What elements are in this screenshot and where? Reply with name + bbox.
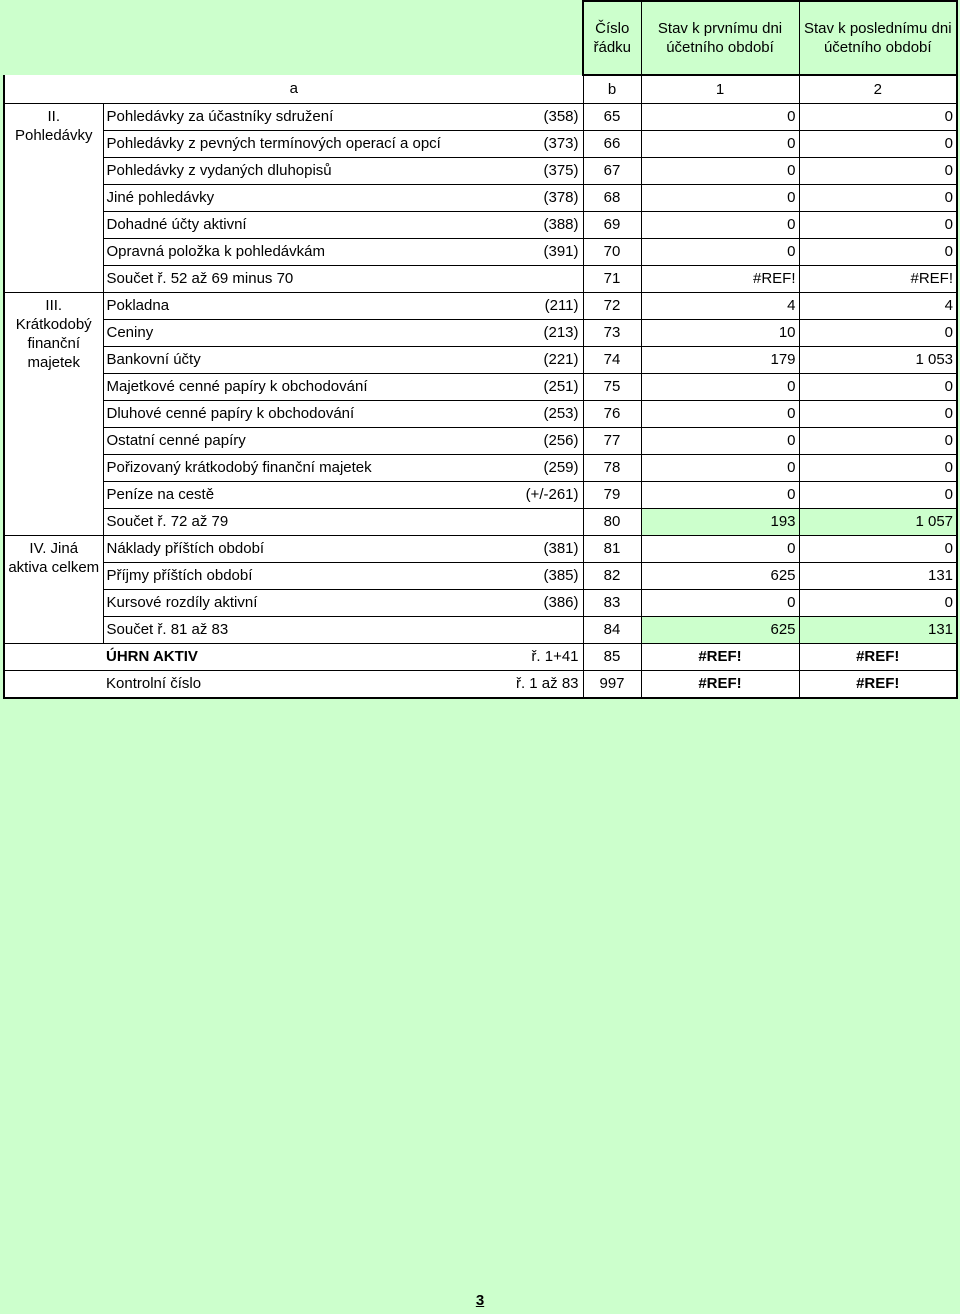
header-first-day-state: Stav k prvnímu dni účetního období: [641, 1, 799, 75]
row-label-subtotal: Součet ř. 81 až 83: [103, 616, 508, 643]
row-line-number: 75: [583, 373, 641, 400]
row-value-last: 0: [799, 238, 957, 265]
row-label: Kursové rozdíly aktivní: [103, 589, 508, 616]
row-code: (388): [508, 211, 583, 238]
row-line-number: 73: [583, 319, 641, 346]
row-value-last: 1 053: [799, 346, 957, 373]
row-label: Pohledávky z vydaných dluhopisů: [103, 157, 508, 184]
row-code: (259): [508, 454, 583, 481]
row-code: [508, 616, 583, 643]
row-value-last: 0: [799, 130, 957, 157]
row-label: Příjmy příštích období: [103, 562, 508, 589]
row-label: Ostatní cenné papíry: [103, 427, 508, 454]
row-line-number: 77: [583, 427, 641, 454]
row-line-number: 72: [583, 292, 641, 319]
row-code: (358): [508, 103, 583, 130]
header-line-number: Číslo řádku: [583, 1, 641, 75]
row-code: (386): [508, 589, 583, 616]
row-label: Majetkové cenné papíry k obchodování: [103, 373, 508, 400]
row-code: (385): [508, 562, 583, 589]
row-code: (213): [508, 319, 583, 346]
row-code: (253): [508, 400, 583, 427]
row-label: Ceniny: [103, 319, 508, 346]
header-last-day-state: Stav k poslednímu dni účetního období: [799, 1, 957, 75]
row-value-last: 0: [799, 481, 957, 508]
row-line-number: 78: [583, 454, 641, 481]
row-line-number: 997: [583, 670, 641, 698]
row-value-first: 625: [641, 616, 799, 643]
row-value-last: 4: [799, 292, 957, 319]
control-number-first: #REF!: [641, 670, 799, 698]
row-value-first: 0: [641, 400, 799, 427]
section-jina-aktiva: IV. Jiná aktiva celkem: [4, 535, 103, 643]
row-value-last: #REF!: [799, 265, 957, 292]
row-value-first: 0: [641, 130, 799, 157]
row-line-number: 70: [583, 238, 641, 265]
row-value-first: 0: [641, 238, 799, 265]
row-value-first: 193: [641, 508, 799, 535]
row-label: Náklady příštích období: [103, 535, 508, 562]
row-value-first: 0: [641, 211, 799, 238]
total-assets-label: ÚHRN AKTIV: [103, 643, 508, 670]
row-value-first: 0: [641, 589, 799, 616]
balance-sheet-table: [3, 0, 956, 699]
total-assets-first: #REF!: [641, 643, 799, 670]
row-value-first: #REF!: [641, 265, 799, 292]
row-label: Dohadné účty aktivní: [103, 211, 508, 238]
row-line-number: 76: [583, 400, 641, 427]
row-value-last: 0: [799, 400, 957, 427]
row-line-number: 83: [583, 589, 641, 616]
row-value-first: 0: [641, 373, 799, 400]
page-number: 3: [475, 1292, 485, 1309]
row-value-first: 179: [641, 346, 799, 373]
row-code: (256): [508, 427, 583, 454]
header-num-1: 1: [641, 75, 799, 103]
row-label: Pohledávky za účastníky sdružení: [103, 103, 508, 130]
row-code: (381): [508, 535, 583, 562]
row-value-last: 0: [799, 373, 957, 400]
row-value-last: 0: [799, 157, 957, 184]
row-line-number: 82: [583, 562, 641, 589]
section-pohledavky: II. Pohledávky: [4, 103, 103, 292]
row-label: Opravná položka k pohledávkám: [103, 238, 508, 265]
row-label: Pohledávky z pevných termínových operací a opcí: [103, 130, 508, 157]
row-value-first: 0: [641, 481, 799, 508]
row-value-first: 0: [641, 103, 799, 130]
row-code: (251): [508, 373, 583, 400]
row-line-number: 74: [583, 346, 641, 373]
row-line-number: 68: [583, 184, 641, 211]
row-code: (211): [508, 292, 583, 319]
row-value-last: 0: [799, 184, 957, 211]
header-letter-a: a: [4, 75, 583, 103]
row-line-number: 79: [583, 481, 641, 508]
row-value-first: 4: [641, 292, 799, 319]
row-code: ř. 1 až 83: [508, 670, 583, 698]
row-value-last: 0: [799, 535, 957, 562]
row-line-number: 69: [583, 211, 641, 238]
row-label: Jiné pohledávky: [103, 184, 508, 211]
row-code: (373): [508, 130, 583, 157]
row-value-first: 0: [641, 157, 799, 184]
row-value-last: 131: [799, 562, 957, 589]
row-value-last: 0: [799, 103, 957, 130]
row-line-number: 65: [583, 103, 641, 130]
header-letter-b: b: [583, 75, 641, 103]
row-label: Dluhové cenné papíry k obchodování: [103, 400, 508, 427]
row-label-subtotal: Součet ř. 52 až 69 minus 70: [103, 265, 508, 292]
row-value-last: 0: [799, 427, 957, 454]
row-value-first: 625: [641, 562, 799, 589]
row-value-first: 0: [641, 535, 799, 562]
row-line-number: 81: [583, 535, 641, 562]
header-num-2: 2: [799, 75, 957, 103]
row-code: (378): [508, 184, 583, 211]
row-line-number: 84: [583, 616, 641, 643]
row-value-last: 0: [799, 211, 957, 238]
row-value-first: 0: [641, 454, 799, 481]
row-value-first: 0: [641, 427, 799, 454]
row-code: (+/-261): [508, 481, 583, 508]
row-value-last: 0: [799, 589, 957, 616]
row-label: Pořizovaný krátkodobý finanční majetek: [103, 454, 508, 481]
row-line-number: 85: [583, 643, 641, 670]
section-kratkodoby-financni-majetek: III. Krátkodobý finanční majetek: [4, 292, 103, 535]
row-code: (391): [508, 238, 583, 265]
row-value-first: 0: [641, 184, 799, 211]
row-label: Peníze na cestě: [103, 481, 508, 508]
row-code: [508, 508, 583, 535]
row-value-last: 0: [799, 454, 957, 481]
row-value-last: 0: [799, 319, 957, 346]
row-value-last: 131: [799, 616, 957, 643]
row-label: Pokladna: [103, 292, 508, 319]
control-number-label: Kontrolní číslo: [103, 670, 508, 698]
row-label-subtotal: Součet ř. 72 až 79: [103, 508, 508, 535]
row-code: [508, 265, 583, 292]
row-line-number: 71: [583, 265, 641, 292]
row-code: ř. 1+41: [508, 643, 583, 670]
row-label: Bankovní účty: [103, 346, 508, 373]
row-code: (221): [508, 346, 583, 373]
row-value-last: 1 057: [799, 508, 957, 535]
row-line-number: 66: [583, 130, 641, 157]
control-number-last: #REF!: [799, 670, 957, 698]
total-assets-last: #REF!: [799, 643, 957, 670]
row-value-first: 10: [641, 319, 799, 346]
row-code: (375): [508, 157, 583, 184]
row-line-number: 80: [583, 508, 641, 535]
row-line-number: 67: [583, 157, 641, 184]
